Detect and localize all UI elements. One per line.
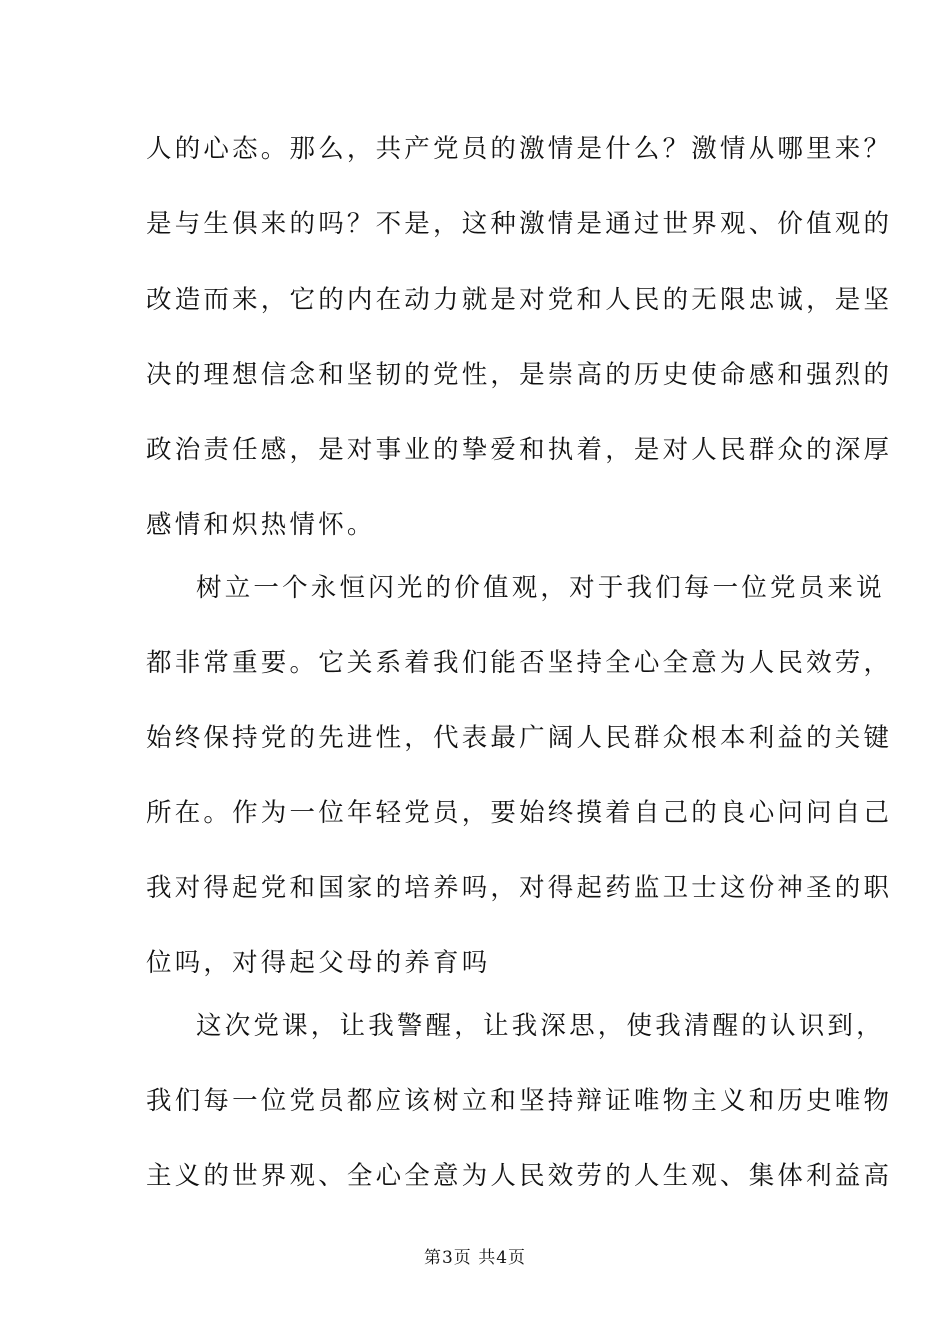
text-line: 所在。作为一位年轻党员，要始终摸着自己的良心问问自己 <box>146 798 893 828</box>
text-line: 位吗，对得起父母的养育吗 <box>146 948 491 978</box>
paragraph-first-line: 树立一个永恒闪光的价值观，对于我们每一位党员来说 <box>196 573 885 603</box>
text-line: 是与生俱来的吗？不是，这种激情是通过世界观、价值观的 <box>146 209 893 239</box>
text-line: 我们每一位党员都应该树立和坚持辩证唯物主义和历史唯物 <box>146 1086 893 1116</box>
text-line: 我对得起党和国家的培养吗，对得起药监卫士这份神圣的职 <box>146 873 893 903</box>
text-line: 始终保持党的先进性，代表最广阔人民群众根本利益的关键 <box>146 723 893 753</box>
paragraph-first-line: 这次党课，让我警醒，让我深思，使我清醒的认识到， <box>196 1011 885 1041</box>
text-line: 感情和炽热情怀。 <box>146 510 376 540</box>
text-line: 主义的世界观、全心全意为人民效劳的人生观、集体利益高 <box>146 1161 893 1191</box>
text-line: 改造而来，它的内在动力就是对党和人民的无限忠诚，是坚 <box>146 285 893 315</box>
page-number-footer: 第3页 共4页 <box>423 1248 527 1268</box>
text-line: 都非常重要。它关系着我们能否坚持全心全意为人民效劳， <box>146 648 893 678</box>
text-line: 政治责任感，是对事业的挚爱和执着，是对人民群众的深厚 <box>146 435 893 465</box>
text-line: 人的心态。那么，共产党员的激情是什么？激情从哪里来？ <box>146 134 893 164</box>
text-line: 决的理想信念和坚韧的党性，是崇高的历史使命感和强烈的 <box>146 360 893 390</box>
